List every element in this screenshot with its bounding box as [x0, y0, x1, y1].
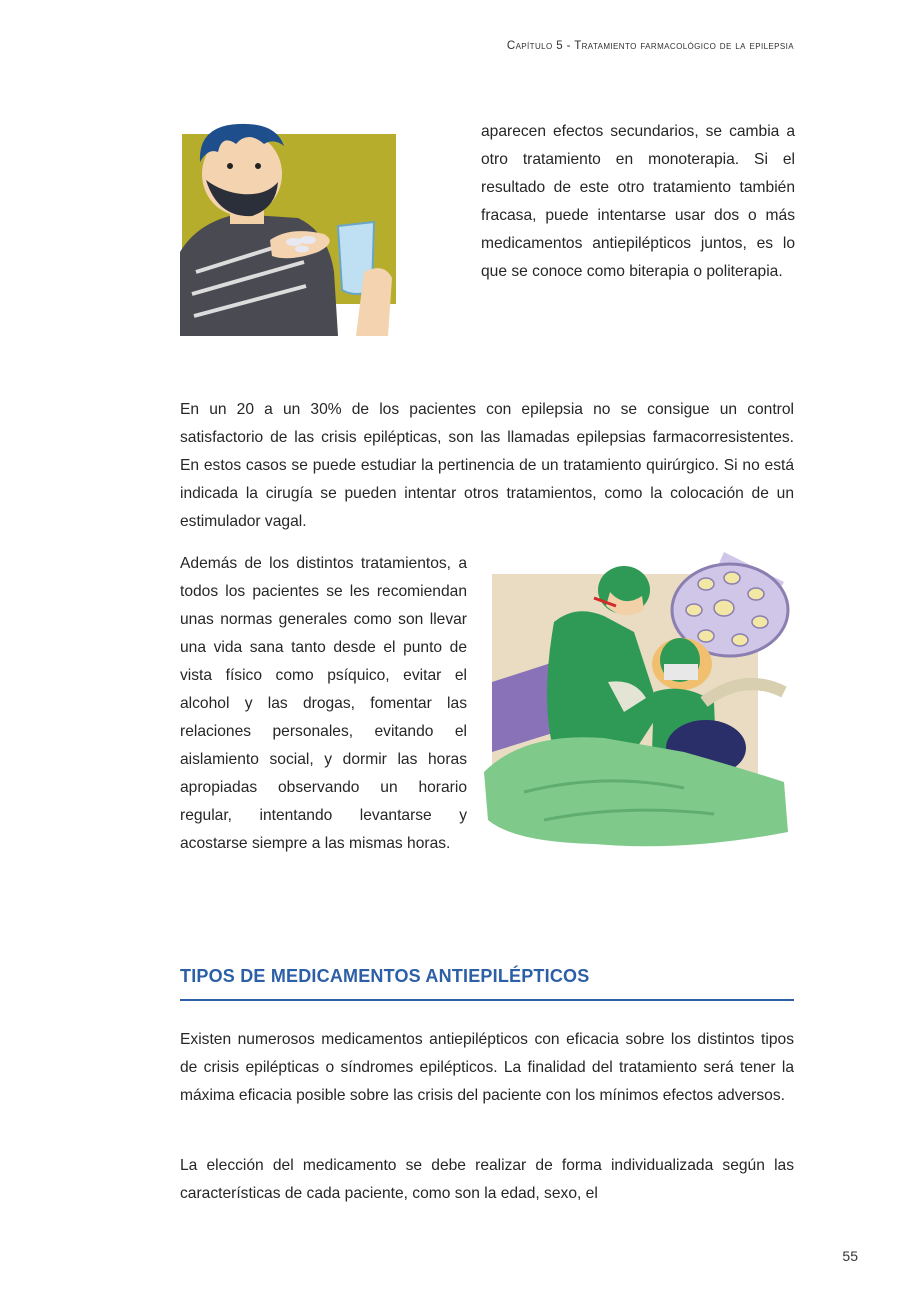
paragraph-continuation: aparecen efectos secundarios, se cambia a otro tratamiento en monoterapia. Si el resultado de este otro tratamiento también fracasa, puede intentarse usar dos o más medicamentos antiepilépticos juntos, es lo que se conoce como biterapia o politerapia.: [481, 123, 795, 280]
paragraph-general-norms: Además de los distintos tratamientos, a todos los pacientes se les recomiendan unas normas generales como son llevar una vida sana tanto desde el punto de vista físico como psíquico, evitar el alcohol y las drogas, fomentar las relaciones personales, evitando el aislamiento social, y dormir las horas apropiadas observando un horario regular, intentando levantarse y acostarse siempre a las mismas horas.: [180, 555, 467, 852]
pill: [286, 238, 302, 246]
section-heading: TIPOS DE MEDICAMENTOS ANTIEPILÉPTICOS: [180, 966, 794, 1001]
running-header: Capítulo 5 - Tratamiento farmacológico de la epilepsia: [506, 40, 794, 52]
man-taking-pills-illustration: [178, 122, 414, 336]
surgery-illustration: [484, 552, 798, 858]
paragraph-drug-resistant: En un 20 a un 30% de los pacientes con epilepsia no se consigue un control satisfactorio de las crisis epilépticas, son las llamadas epilepsias farmacorresistentes. En estos casos se puede estudiar la pertinencia de un tratamiento quirúrgico. Si no está indicada la cirugía se pueden intentar otros tratamientos, como la colocación de un estimulador vagal.: [180, 401, 794, 530]
paragraph-drug-choice: La elección del medicamento se debe realizar de forma individualizada según las características de cada paciente, como son la edad, sexo, el: [180, 1157, 794, 1202]
page-number: 55: [842, 1248, 858, 1264]
pill: [300, 236, 316, 244]
paragraph-drug-types: Existen numerosos medicamentos antiepilépticos con eficacia sobre los distintos tipos de crisis epilépticas o síndromes epilépticos. La finalidad del tratamiento será tener la máxima eficacia posible sobre las crisis del paciente con los mínimos efectos adversos.: [180, 1031, 794, 1104]
pill: [295, 246, 309, 253]
